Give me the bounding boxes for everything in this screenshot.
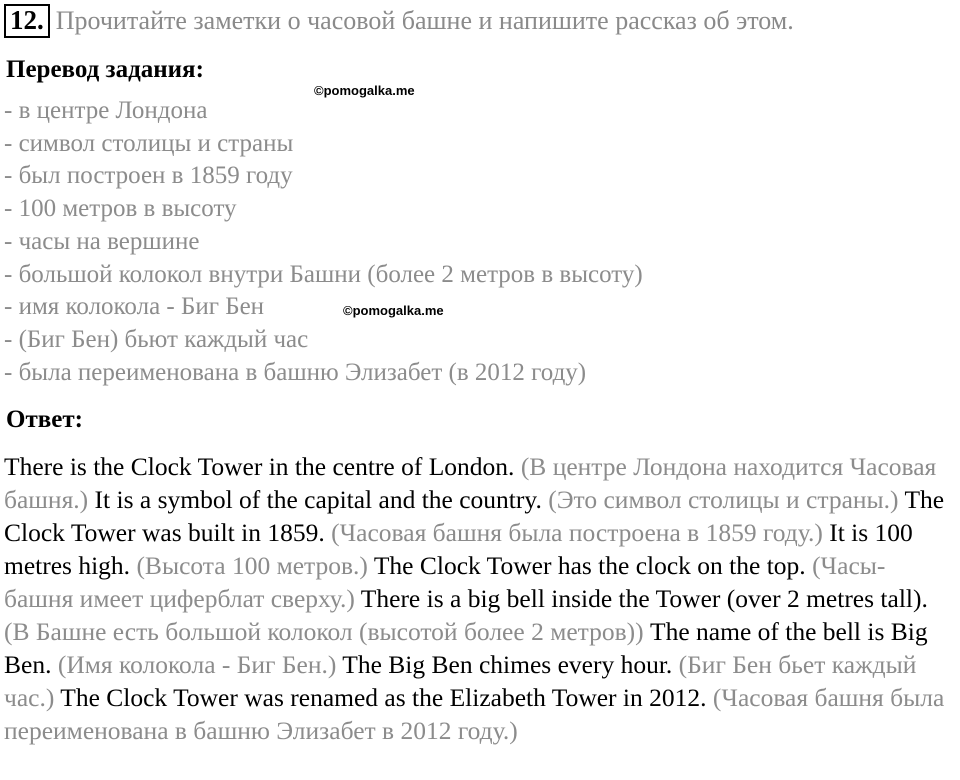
answer-sentence-en: The Clock Tower was renamed as the Elizabeth Tower in 2012. xyxy=(60,683,707,712)
note-item: - в центре Лондона xyxy=(4,97,208,124)
answer-sentence-en: There is a big bell inside the Tower (over 2 metres tall). xyxy=(360,584,928,613)
note-item: - был построен в 1859 году xyxy=(4,162,293,190)
answer-translation-ru: (Имя колокола - Биг Бен.) xyxy=(57,650,337,679)
answer-translation-ru: (Это символ столицы и страны.) xyxy=(548,485,899,514)
answer-translation-ru: (Часовая башня была построена в 1859 году.) xyxy=(331,518,823,547)
answer-translation-ru: (Часы-башня имеет циферблат сверху.) xyxy=(4,551,886,613)
answer-sentence-en: The name of the bell is Big Ben. xyxy=(4,617,928,679)
answer-sentence-en: The Clock Tower has the clock on the top. xyxy=(373,551,806,580)
answer-sentence-en: It is 100 metres high. xyxy=(4,518,913,580)
task-header xyxy=(4,4,794,38)
answer-heading: Ответ: xyxy=(6,406,83,433)
translation-heading: Перевод задания: xyxy=(6,56,204,83)
answer-sentence-en: There is the Clock Tower in the centre of London. xyxy=(4,452,515,481)
task-number: 12. xyxy=(4,4,50,38)
answer-translation-ru: (Высота 100 метров.) xyxy=(136,551,368,580)
answer-sentence-en: The Clock Tower was built in 1859. xyxy=(4,485,945,547)
note-item: - часы на вершине xyxy=(4,227,200,255)
answer-sentence-en: The Big Ben chimes every hour. xyxy=(342,650,673,679)
answer-translation-ru: (Часовая башня была переименована в башню Элизабет в 2012 году.) xyxy=(4,683,945,745)
answer-translation-ru: (В центре Лондона находится Часовая башня.) xyxy=(4,452,937,514)
watermark: ©pomogalka.me xyxy=(343,303,444,318)
task-instruction: Прочитайте заметки о часовой башне и напишите рассказ об этом. xyxy=(55,6,794,35)
note-item: - (Биг Бен) бьют каждый час xyxy=(4,325,309,353)
note-item: - имя колокола - Биг Бен xyxy=(4,293,265,321)
watermark: ©pomogalka.me xyxy=(314,83,415,98)
note-item: - 100 метров в высоту xyxy=(4,195,237,223)
answer-sentence-en: It is a symbol of the capital and the country. xyxy=(94,485,542,514)
answer-text xyxy=(4,450,954,747)
note-item: - большой колокол внутри Башни (более 2 метров в высоту) xyxy=(4,260,643,288)
answer-translation-ru: (В Башне есть большой колокол (высотой более 2 метров)) xyxy=(4,617,644,646)
note-item: - символ столицы и страны xyxy=(4,129,294,157)
note-item: - была переименована в башню Элизабет (в 2012 году) xyxy=(4,358,587,386)
answer-translation-ru: (Биг Бен бьет каждый час.) xyxy=(4,650,917,712)
notes-list xyxy=(4,95,643,389)
